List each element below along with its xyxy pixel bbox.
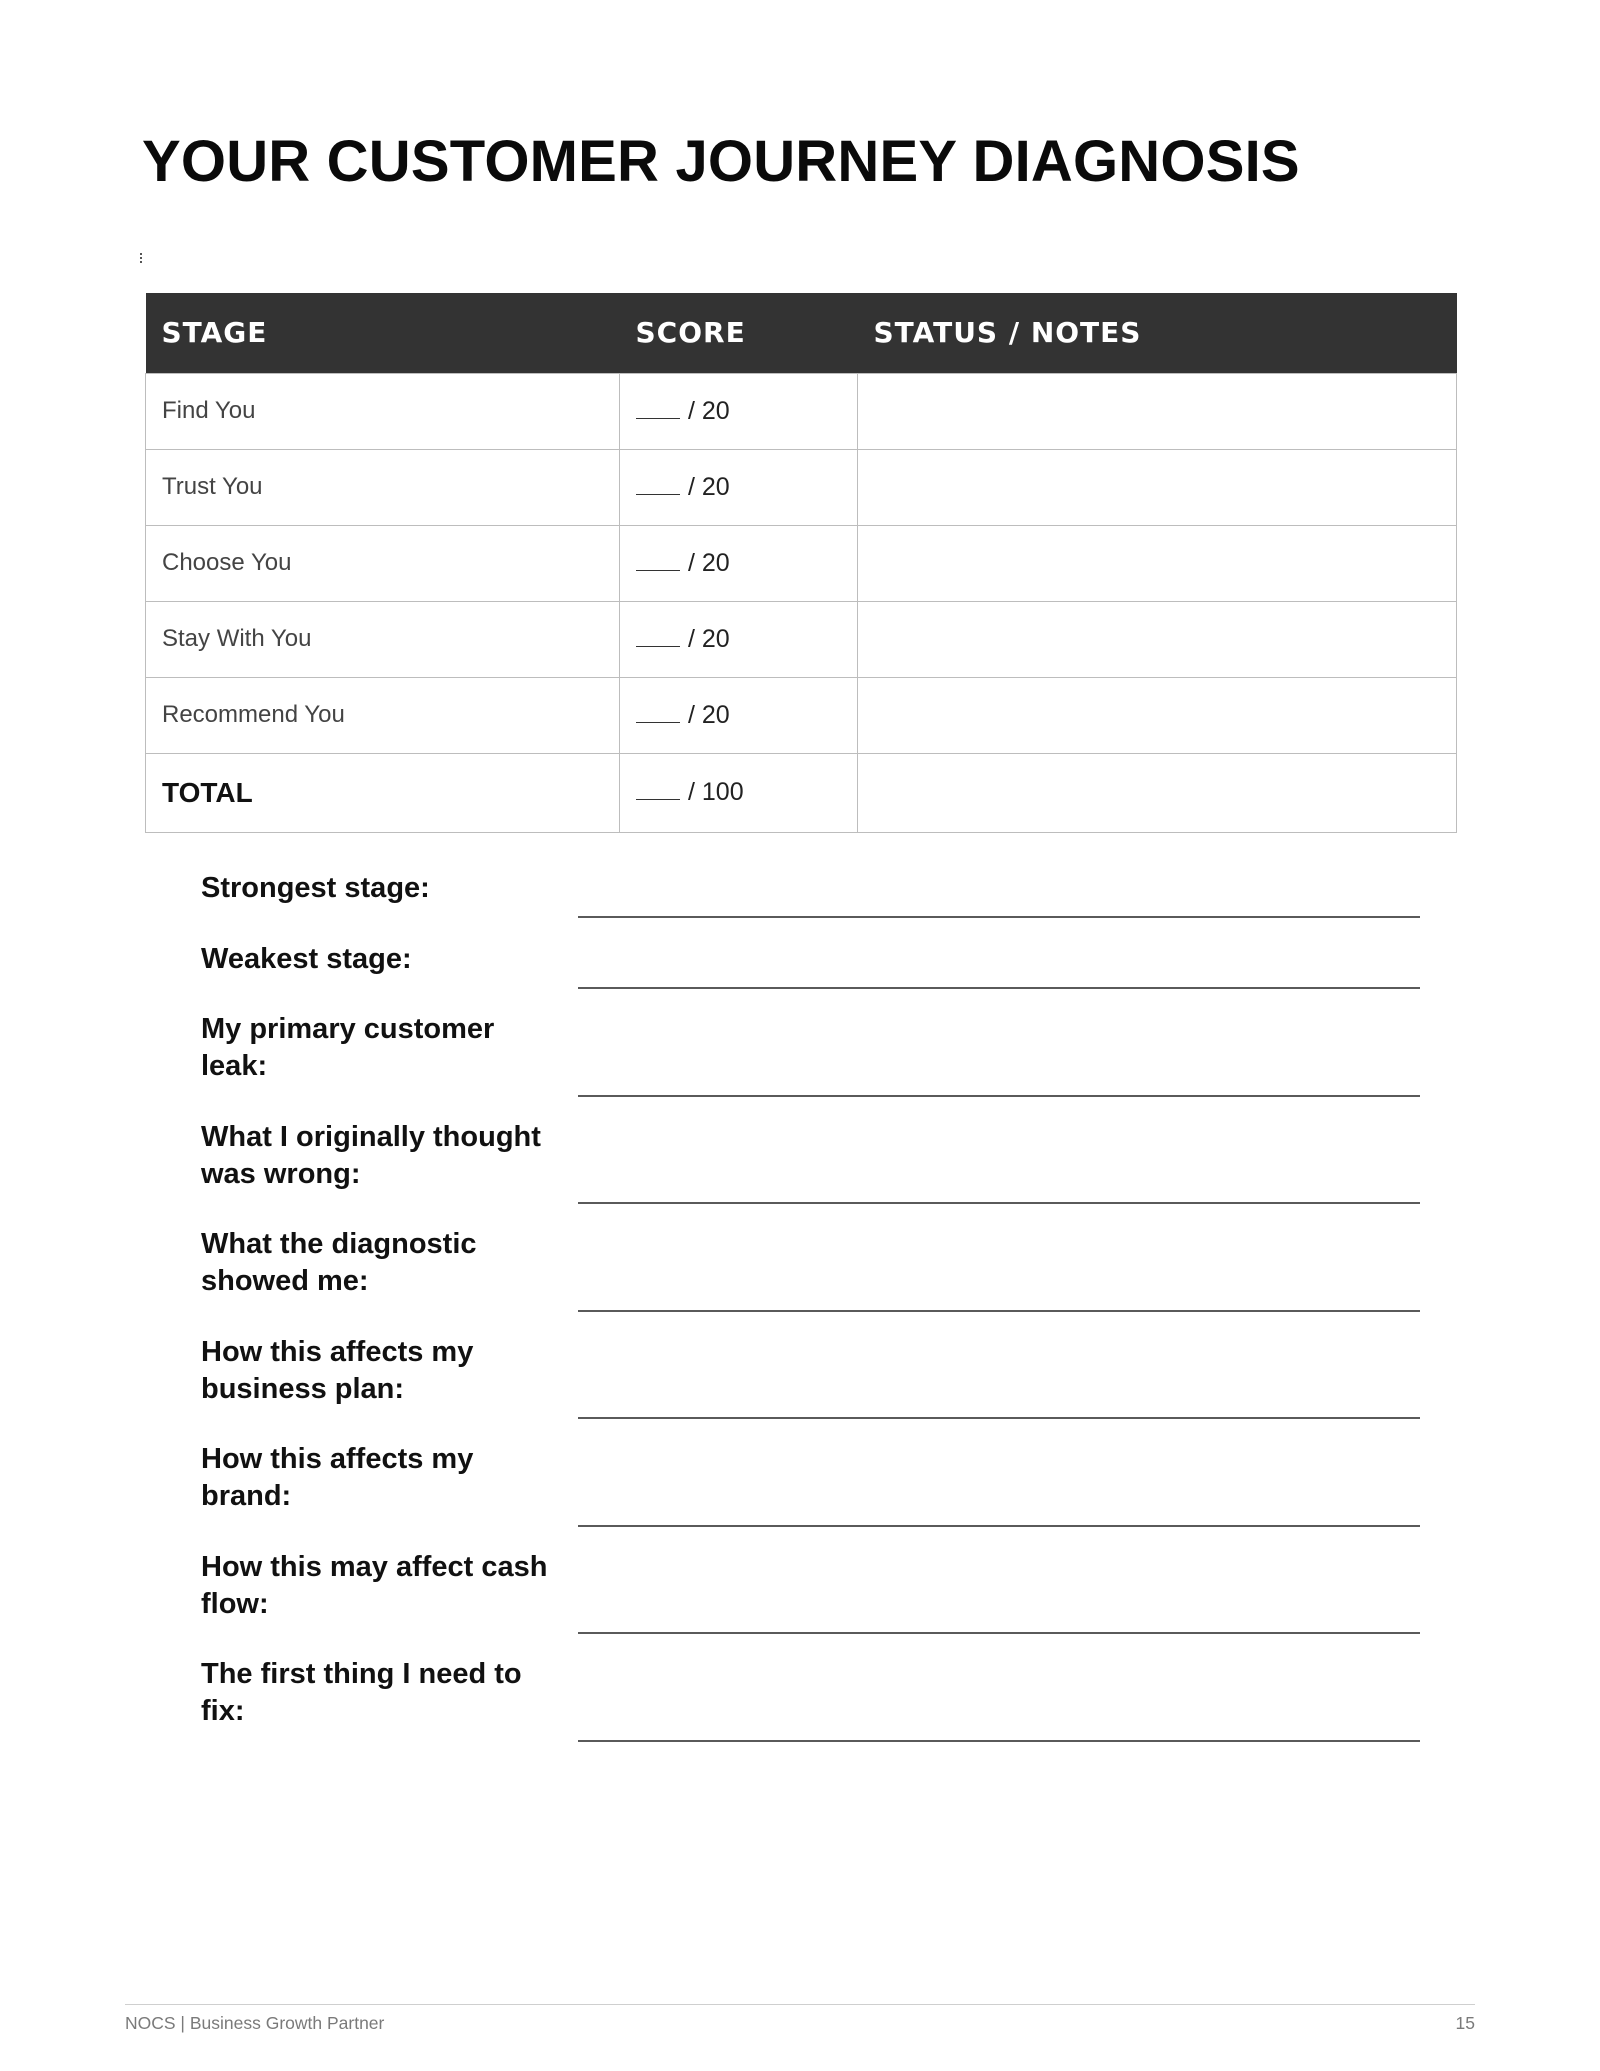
clipped-text-fragment (140, 253, 143, 263)
stage-cell: Stay With You (146, 601, 620, 677)
prompt-label: How this affects my brand: (201, 1443, 474, 1512)
table-row (146, 601, 1457, 677)
footer-brand: NOCS | Business Growth Partner (125, 2013, 385, 2033)
table-row (146, 525, 1457, 601)
footer-divider (125, 2004, 1475, 2005)
table-row (146, 677, 1457, 753)
stage-cell: Recommend You (146, 677, 620, 753)
stage-cell: Trust You (146, 449, 620, 525)
score-cell[interactable] (620, 677, 858, 753)
page-title: YOUR CUSTOMER JOURNEY DIAGNOSIS (142, 129, 1300, 194)
total-row (146, 753, 1457, 832)
score-max: / 20 (688, 472, 730, 501)
diagnosis-table (145, 293, 1457, 833)
score-blank[interactable] (636, 475, 680, 495)
table-header-row (146, 293, 1457, 373)
prompt-label: The first thing I need to fix: (201, 1658, 522, 1727)
stage-cell: Find You (146, 373, 620, 449)
score-blank[interactable] (636, 399, 680, 419)
reflection-row (201, 866, 1420, 918)
page-number: 15 (1455, 2013, 1475, 2033)
score-cell[interactable] (620, 373, 858, 449)
score-max: / 20 (688, 548, 730, 577)
notes-cell[interactable] (858, 373, 1457, 449)
score-cell[interactable] (620, 601, 858, 677)
prompt-label: My primary customer leak: (201, 1013, 495, 1082)
reflection-row (201, 1527, 1420, 1634)
score-cell[interactable] (620, 525, 858, 601)
notes-cell[interactable] (858, 601, 1457, 677)
notes-cell[interactable] (858, 449, 1457, 525)
total-notes-cell[interactable] (858, 753, 1457, 832)
score-blank[interactable] (636, 780, 680, 800)
score-blank[interactable] (636, 627, 680, 647)
prompt-label: How this may affect cash flow: (201, 1551, 548, 1620)
score-blank[interactable] (636, 551, 680, 571)
reflection-row (201, 918, 1420, 989)
score-max: / 20 (688, 700, 730, 729)
reflection-row (201, 1204, 1420, 1312)
header-stage: STAGE (146, 293, 620, 373)
reflection-row (201, 1634, 1420, 1742)
table-row (146, 373, 1457, 449)
score-max: / 100 (688, 778, 744, 806)
prompt-label: Weakest stage: (201, 943, 412, 975)
total-label: TOTAL (146, 753, 620, 832)
reflection-row (201, 1312, 1420, 1419)
reflection-row (201, 1097, 1420, 1204)
prompt-label: What the diagnostic showed me: (201, 1228, 477, 1297)
score-max: / 20 (688, 396, 730, 425)
score-blank[interactable] (636, 703, 680, 723)
clipped-intro-text (142, 215, 1442, 222)
header-status-notes: STATUS / NOTES (858, 293, 1457, 373)
reflection-row (201, 989, 1420, 1097)
prompt-label: How this affects my business plan: (201, 1336, 474, 1405)
notes-cell[interactable] (858, 525, 1457, 601)
reflection-row (201, 1419, 1420, 1527)
header-score: SCORE (620, 293, 858, 373)
notes-cell[interactable] (858, 677, 1457, 753)
table-row (146, 449, 1457, 525)
score-cell[interactable] (620, 449, 858, 525)
prompt-label: What I originally thought was wrong: (201, 1121, 541, 1190)
stage-cell: Choose You (146, 525, 620, 601)
prompt-label: Strongest stage: (201, 872, 430, 904)
answer-line[interactable] (578, 1740, 1420, 1742)
score-max: / 20 (688, 624, 730, 653)
total-score-cell[interactable] (620, 753, 858, 832)
reflection-prompts (201, 866, 1420, 1742)
